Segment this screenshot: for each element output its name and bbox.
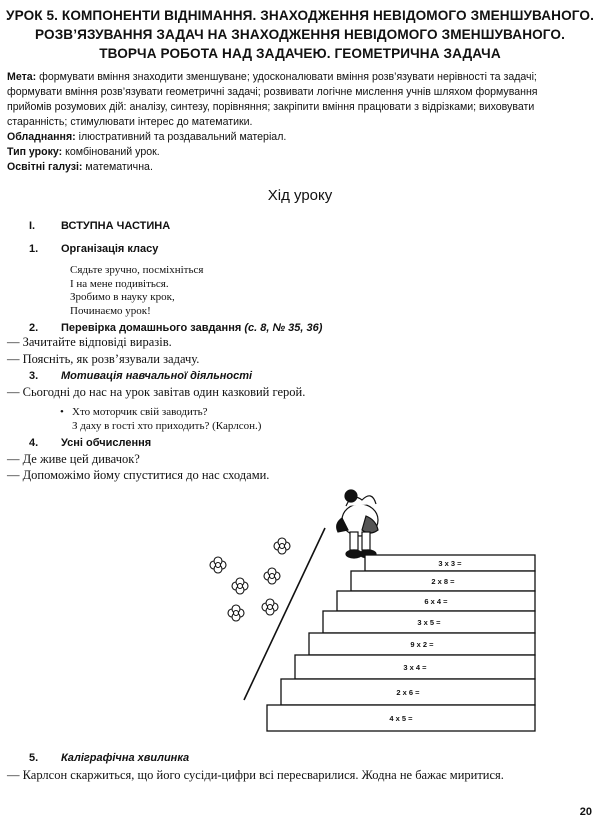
flower-decor: [228, 605, 244, 621]
lesson-type-line: Тип уроку: комбінований урок.: [7, 146, 160, 158]
section-3-line: — Сьогодні до нас на урок завітав один казковий герой.: [7, 385, 306, 399]
goal-line-4: старанність; стимулювати інтерес до математики.: [7, 116, 253, 128]
stair-step-label: 3 х 4 =: [403, 663, 427, 672]
stairs-illustration: [200, 480, 540, 742]
section-5-line: — Карлсон скаржиться, що його сусіди-цифри всі пересварилися. Жодна не бажає миритися.: [7, 768, 504, 782]
flower-decor: [264, 568, 280, 584]
title-line-3: ТВОРЧА РОБОТА НАД ЗАДАЧЕЮ. ГЕОМЕТРИЧНА ЗАДАЧА: [99, 46, 501, 61]
stair-step-label: 4 х 5 =: [389, 714, 413, 723]
stair-step-label: 2 х 8 =: [431, 577, 455, 586]
stair-step-label: 9 х 2 =: [410, 640, 434, 649]
section-4-heading: 4. Усні обчислення: [29, 437, 152, 449]
edu-field-line: Освітні галузі: математична.: [7, 161, 153, 173]
lesson-meta: [7, 70, 595, 175]
decor-flowers: [210, 538, 290, 621]
lesson-course-heading: Хід уроку: [267, 187, 333, 204]
stairs: [267, 555, 535, 731]
propeller-icon: [345, 490, 357, 502]
stair-step-label: 3 х 3 =: [438, 559, 462, 568]
riddle: • Хто моторчик свій заводить? З даху в гості хто приходить? (Карлсон.): [60, 406, 262, 432]
goal-line-3: прийомів розумових дій: аналізу, синтезу, порівняння; закріпити вміння працювати з відрізками; виховувати: [7, 101, 535, 113]
flower-decor: [274, 538, 290, 554]
part-1-heading: I. ВСТУПНА ЧАСТИНА: [29, 220, 171, 232]
section-2-heading: 2. Перевірка домашнього завдання (с. 8, № 35, 36): [29, 322, 323, 334]
title-line-2: РОЗВ’ЯЗУВАННЯ ЗАДАЧ НА ЗНАХОДЖЕННЯ НЕВІДОМОГО ЗМЕНШУВАНОГО.: [35, 27, 565, 42]
title-line-1: УРОК 5. КОМПОНЕНТИ ВІДНІМАННЯ. ЗНАХОДЖЕННЯ НЕВІДОМОГО ЗМЕНШУВАНОГО.: [6, 8, 594, 23]
flower-decor: [232, 578, 248, 594]
section-5-heading: 5. Каліграфічна хвилинка: [29, 752, 190, 764]
flower-decor: [262, 599, 278, 615]
section-2-lines: — Зачитайте відповіді виразів. — Поясніть, як розв’язували задачу.: [7, 335, 200, 366]
homework-reference: (с. 8, № 35, 36): [244, 322, 323, 334]
karlson-figure: [337, 490, 378, 558]
page-number: 20: [579, 806, 592, 818]
stair-step-label: 6 х 4 =: [424, 597, 448, 606]
flower-decor: [210, 557, 226, 573]
section-4-lines: — Де живе цей дивачок? — Допоможімо йому спуститися до нас сходами.: [7, 452, 270, 482]
goal-label: Мета:: [7, 71, 37, 83]
lesson-title: [0, 6, 600, 63]
goal-line-1: Мета: формувати вміння знаходити зменшуване; удосконалювати вміння розв’язувати нерівності та задачі;: [7, 71, 537, 83]
greeting-poem: Сядьте зручно, посміхніться І на мене подивіться. Зробимо в науку крок, Починаємо урок!: [70, 264, 204, 317]
equipment-line: Обладнання: ілюстративний та роздавальний матеріал.: [7, 131, 287, 143]
goal-line-2: формувати вміння розв’язувати геометричні задачі; розвивати логічне мислення учнів шляхом формування: [7, 86, 538, 98]
section-3-heading: 3. Мотивація навчальної діяльності: [29, 370, 253, 382]
stair-step-label: 3 х 5 =: [417, 618, 441, 627]
section-1-heading: 1. Організація класу: [29, 243, 159, 255]
stair-step-label: 2 х 6 =: [396, 688, 420, 697]
